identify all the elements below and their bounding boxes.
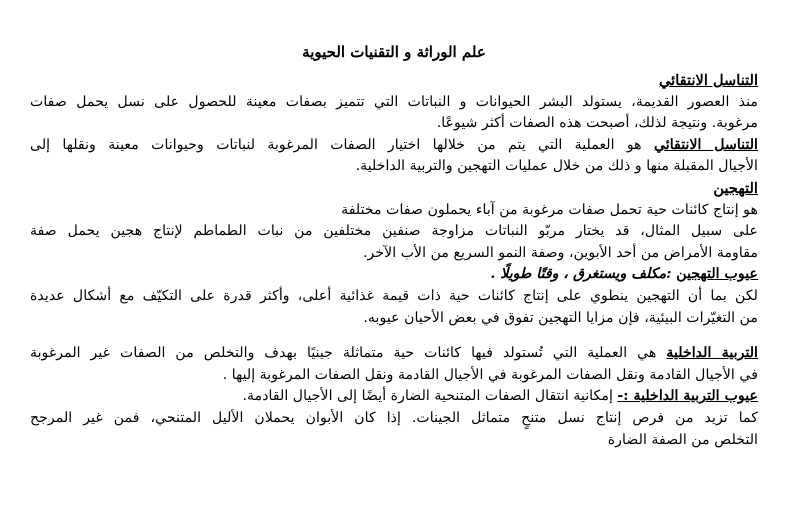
defects-heading-line bbox=[30, 264, 758, 286]
definition-text: هو العملية التي يتم من خلالها اختيار الصفات المرغوبة لنباتات وحيوانات معينة ونقلها إلى bbox=[30, 136, 654, 153]
paragraph-line: هو إنتاج كائنات حية تحمل صفات مرغوبة من آباء يحملون صفات مختلفة bbox=[341, 201, 758, 218]
defects-heading-line bbox=[30, 386, 758, 408]
heading-inbreeding-defects: عيوب التربية الداخلية :- bbox=[617, 388, 758, 405]
defects-summary: إمكانية انتقال الصفات المتنحية الضارة أيضًا إلى الأجيال القادمة. bbox=[242, 388, 618, 405]
paragraph-line: لكن بما أن التهجين ينطوي على إنتاج كائنات حية ذات قيمة غذائية أعلى، وأكثر قدرة على التكيّف مع أشكال عديدة bbox=[30, 287, 758, 304]
paragraph-line: كما تزيد من فرص إنتاج نسل متنحٍ متماثل الجينات. إذا كان الأبوان يحملان الأليل المتنحي، فمن غير المرجح bbox=[30, 409, 758, 426]
paragraph-line: التخلص من الصفة الضارة bbox=[607, 431, 758, 448]
paragraph-line: مقاومة الأمراض من أحد الأبوين، وصفة النمو السريع من الأب الآخر. bbox=[363, 244, 758, 261]
definition-line bbox=[30, 135, 758, 157]
paragraph-line: من التغيّرات البيئية، فإن مزايا التهجين تفوق في بعض الأحيان عيوبه. bbox=[363, 309, 758, 326]
paragraph-line: في الأجيال القادمة ونقل الصفات المرغوبة في الأجيال القادمة ونقل الصفات المرغوبة إليها . bbox=[222, 366, 758, 383]
heading-hybridization-defects: عيوب التهجين bbox=[676, 266, 758, 283]
document-title: علم الوراثة و التقنيات الحيوية bbox=[302, 43, 486, 61]
spacer bbox=[30, 329, 758, 343]
paragraph-line: على سبيل المثال، قد يختار مربّو النباتات مزاوجة صنفين مختلفين من نبات الطماطم لإنتاج هجين يحمل صفة bbox=[30, 223, 758, 240]
paragraph-line: الأجيال المقبلة منها و ذلك من خلال عمليات التهجين والتربية الداخلية. bbox=[355, 158, 758, 175]
definition-text: هي العملية التي تُستولد فيها كائنات حية متماثلة جينيًا بهدف والتخلص من الصفات غير المرغوبة bbox=[30, 345, 667, 362]
paragraph-line: مرغوبة. ونتيجة لذلك، أصبحت هذه الصفات أكثر شيوعًا. bbox=[436, 115, 758, 132]
paragraph-line: منذ العصور القديمة، يستولد البشر الحيوانات و النباتات التي تتميز بصفات معينة للحصول على نسل يحمل صفات bbox=[30, 93, 758, 110]
term-inbreeding: التربية الداخلية bbox=[666, 345, 758, 362]
heading-selective-breeding: التناسل الانتقائي bbox=[658, 72, 758, 89]
heading-hybridization: التهجين bbox=[713, 179, 758, 197]
term-selective-breeding: التناسل الانتقائي bbox=[653, 136, 758, 153]
defects-summary: :مكلف ويستغرق ، وقتًا طويلًا . bbox=[490, 266, 677, 283]
definition-line bbox=[30, 343, 758, 365]
